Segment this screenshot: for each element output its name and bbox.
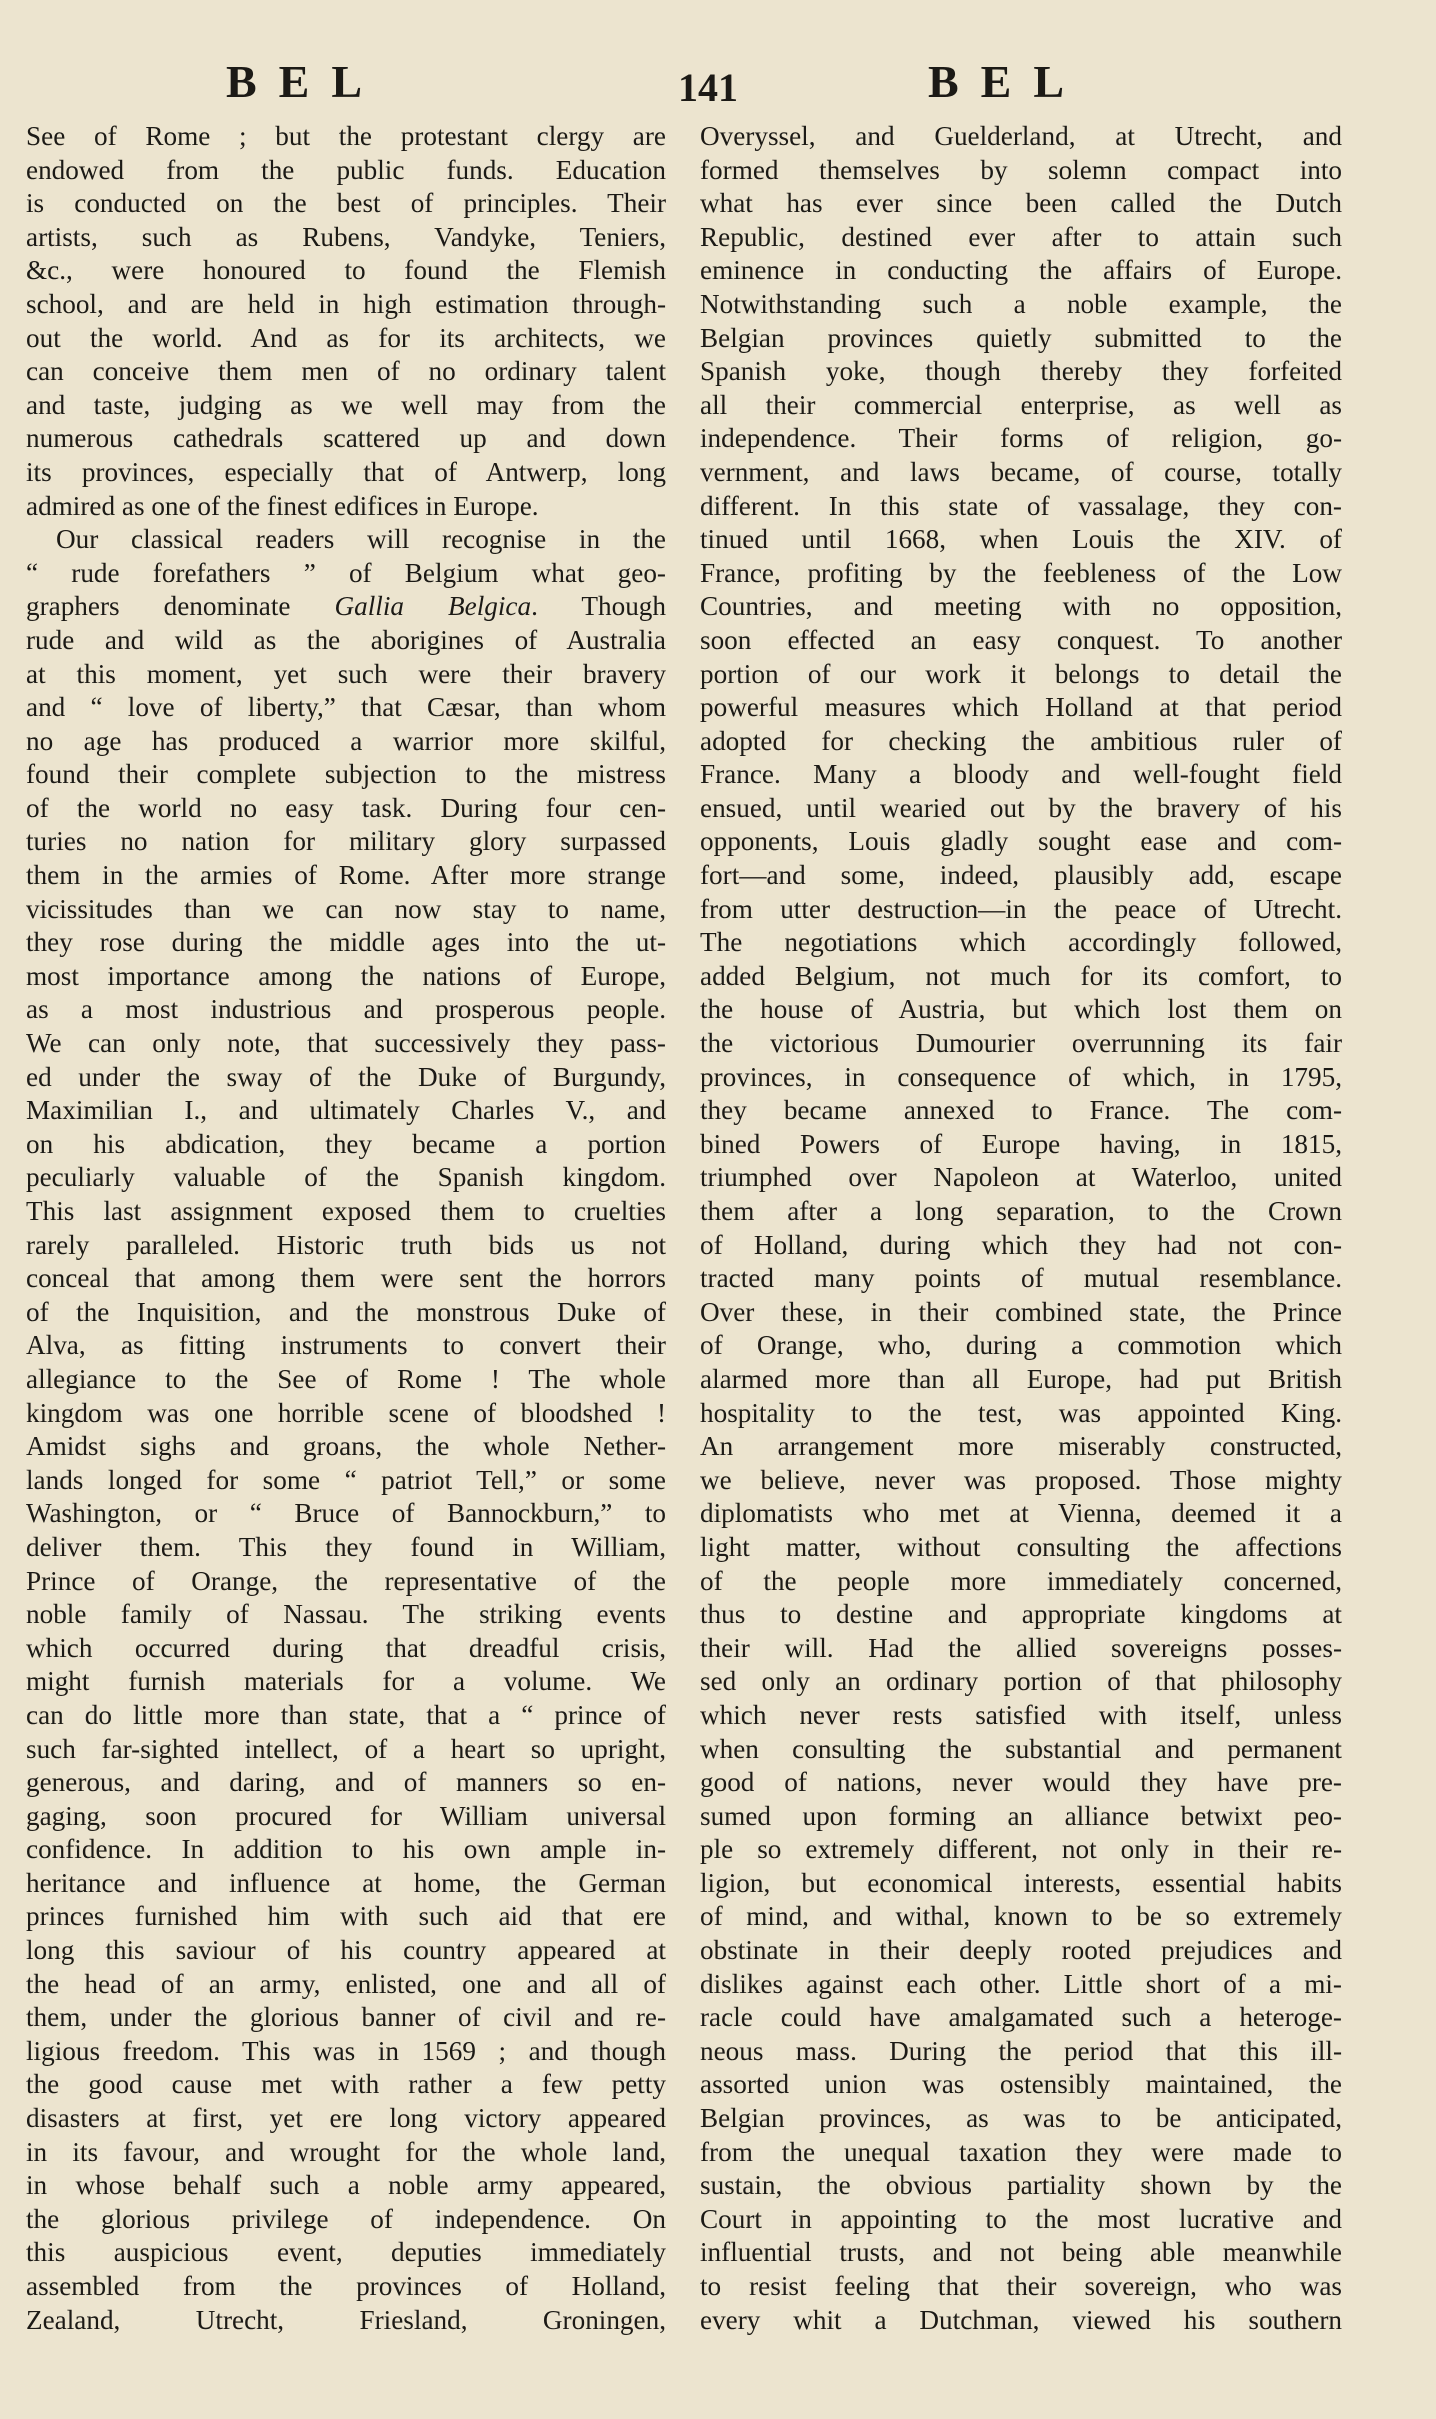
text-line: the good cause met with rather a few petty xyxy=(26,2069,666,2100)
text-line: Washington, or “ Bruce of Bannockburn,” to xyxy=(26,1498,666,1529)
text-line: provinces, in consequence of which, in 1795, xyxy=(700,1061,1342,1092)
text-line: Alva, as fitting instruments to convert their xyxy=(26,1330,666,1361)
text-line: adopted for checking the ambitious ruler of xyxy=(700,725,1342,756)
text-line: vicissitudes than we can now stay to name, xyxy=(26,893,666,924)
text-line: This last assignment exposed them to cruelties xyxy=(26,1196,666,1226)
text-line: &c., were honoured to found the Flemish xyxy=(26,255,666,286)
text-line: France. Many a bloody and well-fought field xyxy=(700,759,1342,790)
text-line: vernment, and laws became, of course, totally xyxy=(700,456,1342,487)
text-line: at this moment, yet such were their bravery xyxy=(26,658,666,689)
text-line: The negotiations which accordingly followed, xyxy=(700,927,1342,958)
text-line: rude and wild as the aborigines of Australia xyxy=(26,624,666,655)
text-line: “ rude forefathers ” of Belgium what geo- xyxy=(26,557,666,588)
text-line: on his abdication, they became a portion xyxy=(26,1128,666,1159)
text-line: added Belgium, not much for its comfort, to xyxy=(700,960,1342,991)
text-line: no age has produced a warrior more skilful, xyxy=(26,725,666,756)
text-line: opponents, Louis gladly sought ease and com- xyxy=(700,826,1342,857)
text-line: princes furnished him with such aid that ere xyxy=(26,1901,666,1932)
text-line: conceal that among them were sent the horrors xyxy=(26,1263,666,1294)
running-head-left: BEL xyxy=(226,56,385,107)
text-line: out the world. And as for its architects, we xyxy=(26,322,666,353)
text-line: ensued, until wearied out by the bravery of his xyxy=(700,792,1342,823)
text-line: artists, such as Rubens, Vandyke, Teniers, xyxy=(26,221,666,252)
text-line: when consulting the substantial and permanent xyxy=(700,1733,1342,1764)
text-line: See of Rome ; but the protestant clergy are xyxy=(26,121,666,151)
text-line: from the unequal taxation they were made to xyxy=(700,2136,1342,2167)
text-line: of Orange, who, during a commotion which xyxy=(700,1330,1342,1361)
text-line: turies no nation for military glory surpassed xyxy=(26,826,666,857)
text-line: long this saviour of his country appeared at xyxy=(26,1935,666,1966)
left-text-column xyxy=(26,120,666,2337)
text-line: generous, and daring, and of manners so en- xyxy=(26,1767,666,1798)
text-line: every whit a Dutchman, viewed his southern xyxy=(700,2304,1342,2335)
text-line: good of nations, never would they have pre- xyxy=(700,1767,1342,1798)
text-line: powerful measures which Holland at that period xyxy=(700,692,1342,723)
text-line: Overyssel, and Guelderland, at Utrecht, and xyxy=(700,121,1342,151)
text-line: Maximilian I., and ultimately Charles V., and xyxy=(26,1095,666,1126)
text-line: Zealand, Utrecht, Friesland, Groningen, xyxy=(26,2304,666,2335)
running-head-right: BEL xyxy=(928,56,1087,107)
text-line: the victorious Dumourier overrunning its fair xyxy=(700,1028,1342,1059)
text-line: tracted many points of mutual resemblance. xyxy=(700,1263,1342,1294)
text-line: in its favour, and wrought for the whole land, xyxy=(26,2136,666,2167)
text-line: such far-sighted intellect, of a heart so upright, xyxy=(26,1733,666,1764)
text-line: Over these, in their combined state, the Prince xyxy=(700,1296,1342,1327)
text-line: We can only note, that successively they pass- xyxy=(26,1028,666,1059)
text-line: eminence in conducting the affairs of Europe. xyxy=(700,255,1342,286)
text-line: Belgian provinces quietly submitted to the xyxy=(700,322,1342,353)
text-line: Our classical readers will recognise in the xyxy=(56,524,666,555)
text-line: of mind, and withal, known to be so extremely xyxy=(700,1901,1342,1932)
text-line: and “ love of liberty,” that Cæsar, than whom xyxy=(26,692,666,723)
text-line: school, and are held in high estimation through- xyxy=(26,288,666,319)
text-line: allegiance to the See of Rome ! The whole xyxy=(26,1363,666,1394)
text-line: deliver them. This they found in William, xyxy=(26,1531,666,1562)
text-line: in whose behalf such a noble army appeared, xyxy=(26,2170,666,2201)
text-line: graphers denominate Gallia Belgica. Though xyxy=(26,591,666,622)
text-line: from utter destruction—in the peace of Utrecht. xyxy=(700,893,1342,924)
text-line: the glorious privilege of independence. On xyxy=(26,2203,666,2234)
text-line: of the world no easy task. During four cen- xyxy=(26,792,666,823)
text-line: tinued until 1668, when Louis the XIV. of xyxy=(700,524,1342,555)
text-line: ligious freedom. This was in 1569 ; and though xyxy=(26,2035,666,2066)
text-line: light matter, without consulting the affections xyxy=(700,1531,1342,1562)
text-line: all their commercial enterprise, as well as xyxy=(700,389,1342,420)
text-line: rarely paralleled. Historic truth bids us not xyxy=(26,1229,666,1260)
text-line: lands longed for some “ patriot Tell,” or some xyxy=(26,1464,666,1495)
text-line: Republic, destined ever after to attain such xyxy=(700,221,1342,252)
text-line: disasters at first, yet ere long victory appeared xyxy=(26,2103,666,2134)
text-line: ple so extremely different, not only in their re- xyxy=(700,1834,1342,1865)
text-line: found their complete subjection to the mistress xyxy=(26,759,666,790)
text-line: soon effected an easy conquest. To another xyxy=(700,624,1342,655)
text-line: they rose during the middle ages into the ut- xyxy=(26,927,666,958)
text-line: Spanish yoke, though thereby they forfeited xyxy=(700,356,1342,387)
text-line: them in the armies of Rome. After more strange xyxy=(26,860,666,891)
text-line: of the Inquisition, and the monstrous Duke of xyxy=(26,1296,666,1327)
text-line: ligion, but economical interests, essential habits xyxy=(700,1867,1342,1898)
text-line: diplomatists who met at Vienna, deemed it a xyxy=(700,1498,1342,1529)
text-line: fort—and some, indeed, plausibly add, escape xyxy=(700,860,1342,891)
text-line: them, under the glorious banner of civil and re- xyxy=(26,2002,666,2033)
text-line: peculiarly valuable of the Spanish kingdom. xyxy=(26,1162,666,1193)
text-line: thus to destine and appropriate kingdoms at xyxy=(700,1599,1342,1630)
text-line: dislikes against each other. Little short of a mi- xyxy=(700,1968,1342,1999)
text-line: which never rests satisfied with itself, unless xyxy=(700,1699,1342,1730)
text-line: their will. Had the allied sovereigns posses- xyxy=(700,1632,1342,1663)
text-line: which occurred during that dreadful crisis, xyxy=(26,1632,666,1663)
text-line: influential trusts, and not being able meanwhile xyxy=(700,2237,1342,2268)
text-line: bined Powers of Europe having, in 1815, xyxy=(700,1128,1342,1159)
text-line: heritance and influence at home, the German xyxy=(26,1867,666,1898)
text-line: most importance among the nations of Europe, xyxy=(26,960,666,991)
page-number: 141 xyxy=(678,65,738,110)
text-line: numerous cathedrals scattered up and down xyxy=(26,423,666,454)
text-line: the house of Austria, but which lost them on xyxy=(700,994,1342,1025)
text-line: formed themselves by solemn compact into xyxy=(700,154,1342,185)
text-line: France, profiting by the feebleness of the Low xyxy=(700,557,1342,588)
text-line: can do little more than state, that a “ prince of xyxy=(26,1699,666,1730)
text-line: sumed upon forming an alliance betwixt peo- xyxy=(700,1800,1342,1831)
text-line: sustain, the obvious partiality shown by the xyxy=(700,2170,1342,2201)
text-line: Court in appointing to the most lucrative and xyxy=(700,2203,1342,2234)
text-line: of Holland, during which they had not con- xyxy=(700,1229,1342,1260)
text-line: kingdom was one horrible scene of bloodshed ! xyxy=(26,1397,666,1428)
text-line: the head of an army, enlisted, one and all of xyxy=(26,1968,666,1999)
text-line: triumphed over Napoleon at Waterloo, united xyxy=(700,1162,1342,1193)
italic-term: Gallia Belgica xyxy=(334,591,532,622)
text-line: neous mass. During the period that this ill- xyxy=(700,2035,1342,2066)
text-line: they became annexed to France. The com- xyxy=(700,1095,1342,1126)
text-line: assorted union was ostensibly maintained, the xyxy=(700,2069,1342,2100)
text-line: to resist feeling that their sovereign, who was xyxy=(700,2271,1342,2301)
text-line: assembled from the provinces of Holland, xyxy=(26,2271,666,2301)
text-line: gaging, soon procured for William universal xyxy=(26,1800,666,1831)
text-line: Amidst sighs and groans, the whole Nether- xyxy=(26,1431,666,1462)
text-line: confidence. In addition to his own ample in- xyxy=(26,1834,666,1865)
text-line: sed only an ordinary portion of that philosophy xyxy=(700,1666,1342,1697)
text-line: we believe, never was proposed. Those mighty xyxy=(700,1464,1342,1495)
text-line: noble family of Nassau. The striking events xyxy=(26,1599,666,1630)
text-line: ed under the sway of the Duke of Burgundy, xyxy=(26,1061,666,1092)
text-line: portion of our work it belongs to detail the xyxy=(700,658,1342,689)
text-line: of the people more immediately concerned, xyxy=(700,1565,1342,1596)
text-line: them after a long separation, to the Crown xyxy=(700,1196,1342,1226)
text-line: is conducted on the best of principles. Their xyxy=(26,188,666,219)
text-line: Notwithstanding such a noble example, the xyxy=(700,288,1342,319)
text-line: what has ever since been called the Dutch xyxy=(700,188,1342,219)
text-line: and taste, judging as we well may from the xyxy=(26,389,666,420)
text-line: as a most industrious and prosperous people. xyxy=(26,994,666,1025)
text-line: endowed from the public funds. Education xyxy=(26,154,666,185)
text-line: can conceive them men of no ordinary talent xyxy=(26,356,666,387)
text-line: An arrangement more miserably constructed, xyxy=(700,1431,1342,1462)
text-line: its provinces, especially that of Antwerp, long xyxy=(26,456,666,487)
text-line: Countries, and meeting with no opposition, xyxy=(700,591,1342,622)
text-line: Prince of Orange, the representative of the xyxy=(26,1565,666,1596)
text-line: different. In this state of vassalage, they con- xyxy=(700,490,1342,521)
right-text-column xyxy=(700,120,1342,2337)
text-line: Belgian provinces, as was to be anticipated, xyxy=(700,2103,1342,2134)
text-line: obstinate in their deeply rooted prejudices and xyxy=(700,1935,1342,1966)
text-line: might furnish materials for a volume. We xyxy=(26,1666,666,1697)
text-line: independence. Their forms of religion, go- xyxy=(700,423,1342,454)
text-line: hospitality to the test, was appointed King. xyxy=(700,1397,1342,1428)
text-line: racle could have amalgamated such a heteroge- xyxy=(700,2002,1342,2033)
text-line: alarmed more than all Europe, had put British xyxy=(700,1363,1342,1394)
text-line: admired as one of the finest edifices in Europe. xyxy=(26,490,539,521)
text-line: this auspicious event, deputies immediately xyxy=(26,2237,666,2268)
